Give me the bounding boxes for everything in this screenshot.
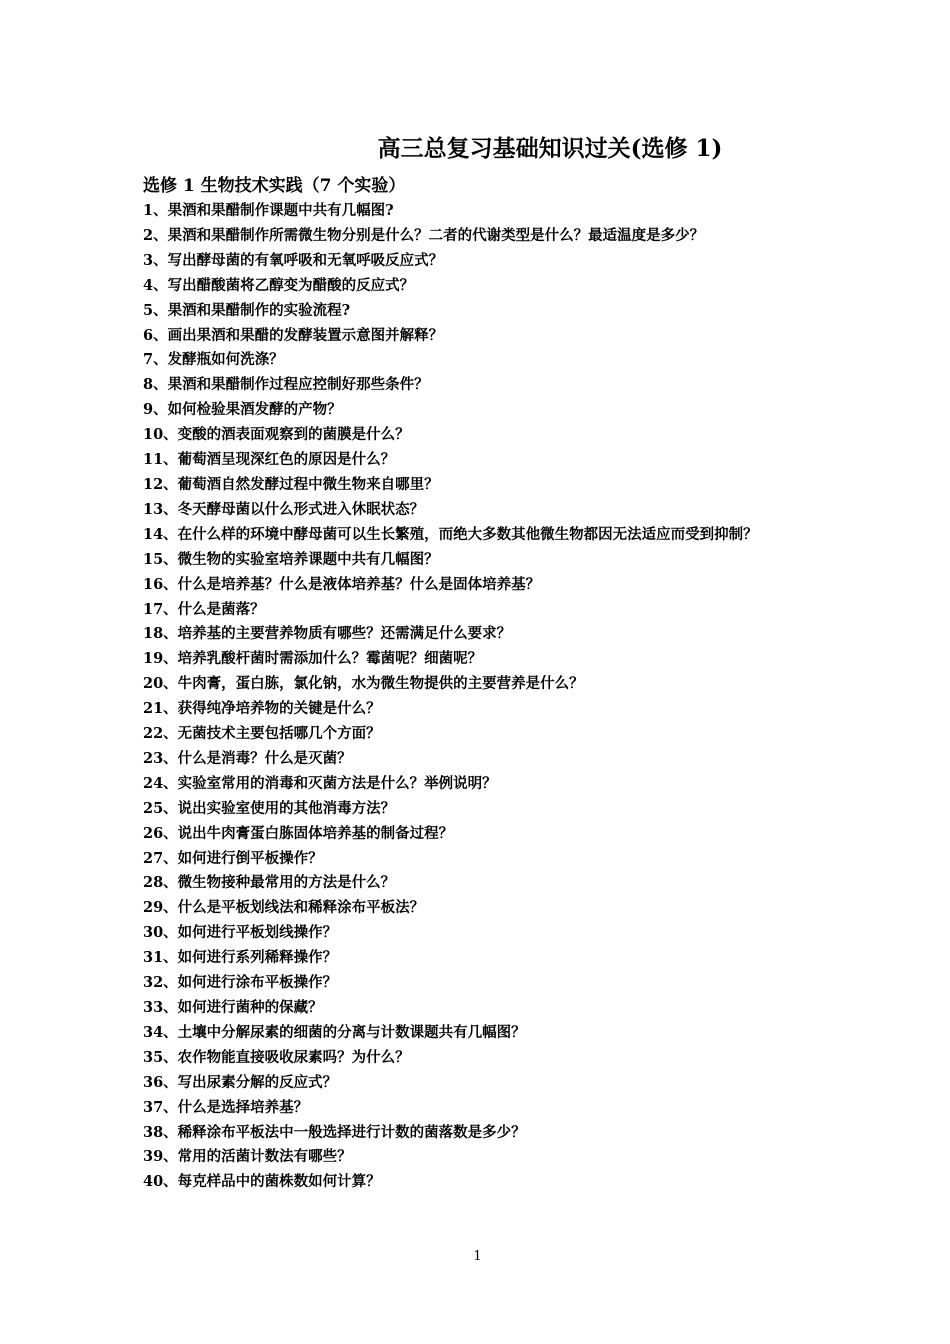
question-36: 36、写出尿素分解的反应式？ [143,1073,338,1091]
question-23: 23、什么是消毒？什么是灭菌？ [143,749,352,767]
question-20: 20、牛肉膏，蛋白胨，氯化钠，水为微生物提供的主要营养是什么？ [143,675,584,693]
question-26: 26、说出牛肉膏蛋白胨固体培养基的制备过程？ [143,824,454,842]
question-list [143,199,813,1195]
question-39: 39、常用的活菌计数法有哪些？ [143,1148,352,1166]
question-37: 37、什么是选择培养基？ [143,1098,309,1116]
question-40: 40、每克样品中的菌株数如何计算？ [143,1173,381,1191]
question-14: 14、在什么样的环境中酵母菌可以生长繁殖，而绝大多数其他微生物都因无法适应而受到抑制？ [143,525,758,543]
question-33: 33、如何进行菌种的保藏？ [143,999,323,1016]
page-title: 高三总复习基础知识过关(选修 1) [377,135,723,162]
question-27: 27、如何进行倒平板操作？ [143,849,323,867]
question-29: 29、什么是平板划线法和稀释涂布平板法？ [143,899,425,917]
page-number: 1 [473,1249,482,1264]
question-34: 34、土壤中分解尿素的细菌的分离与计数课题共有几幅图？ [143,1023,526,1041]
question-13: 13、冬天酵母菌以什么形式进入休眠状态？ [143,500,425,518]
question-19: 19、培养乳酸杆菌时需添加什么？霉菌呢？细菌呢？ [143,650,483,668]
section-heading: 选修 1 生物技术实践（7 个实验） [143,176,406,196]
question-35: 35、农作物能直接吸收尿素吗？为什么？ [143,1048,410,1066]
question-38: 38、稀释涂布平板法中一般选择进行计数的菌落数是多少？ [143,1123,526,1141]
question-9: 9、如何检验果酒发酵的产物？ [143,401,342,419]
question-15: 15、微生物的实验室培养课题中共有几幅图？ [143,550,439,568]
question-25: 25、说出实验室使用的其他消毒方法？ [143,799,396,817]
question-5: 5、果酒和果醋制作的实验流程? [143,301,351,319]
question-2: 2、果酒和果醋制作所需微生物分别是什么？二者的代谢类型是什么？最适温度是多少？ [143,226,705,244]
question-31: 31、如何进行系列稀释操作？ [143,949,338,967]
question-17: 17、什么是菌落？ [143,600,265,618]
question-16: 16、什么是培养基？什么是液体培养基？什么是固体培养基？ [143,575,541,593]
question-8: 8、果酒和果醋制作过程应控制好那些条件？ [143,376,429,394]
question-12: 12、葡萄酒自然发酵过程中微生物来自哪里？ [143,475,439,493]
question-3: 3、写出酵母菌的有氧呼吸和无氧呼吸反应式？ [143,251,444,269]
question-18: 18、培养基的主要营养物质有哪些？还需满足什么要求？ [143,625,512,643]
question-24: 24、实验室常用的消毒和灭菌方法是什么？举例说明？ [143,774,497,792]
question-32: 32、如何进行涂布平板操作？ [143,974,338,992]
question-10: 10、变酸的酒表面观察到的菌膜是什么？ [143,426,410,444]
question-7: 7、发酵瓶如何洗涤？ [143,351,284,369]
question-30: 30、如何进行平板划线操作？ [143,924,338,942]
question-1: 1、果酒和果醋制作课题中共有几幅图? [143,202,394,219]
question-28: 28、微生物接种最常用的方法是什么？ [143,874,396,892]
question-4: 4、写出醋酸菌将乙醇变为醋酸的反应式？ [143,276,415,294]
question-21: 21、获得纯净培养物的关键是什么？ [143,700,381,718]
question-6: 6、画出果酒和果醋的发酵装置示意图并解释？ [143,326,444,344]
question-11: 11、葡萄酒呈现深红色的原因是什么？ [143,451,396,469]
question-22: 22、无菌技术主要包括哪几个方面？ [143,725,381,743]
